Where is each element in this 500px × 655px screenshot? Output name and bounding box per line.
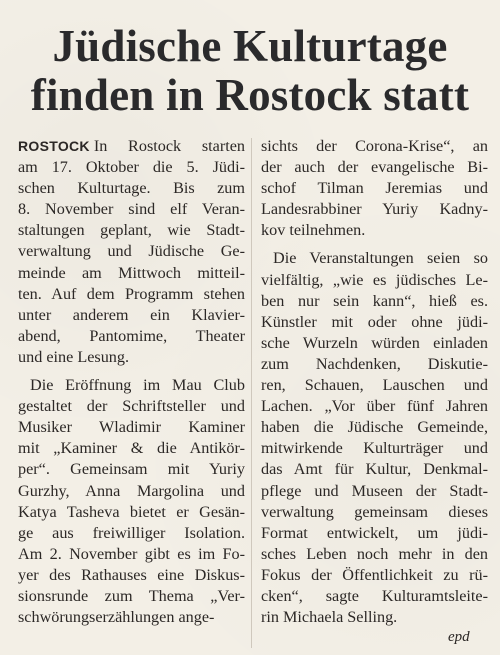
text-line: Format entwickelt, um jüdi- [261,523,488,542]
text-line: cken“, sagte Kulturamtsleite- [261,586,488,605]
text-line: am 17. Oktober die 5. Jüdi- [18,158,245,177]
text-line: haben die Jüdische Gemeinde, [261,418,488,437]
text-line: Landesrabbiner Yuriy Kadny- [261,200,488,219]
text-line: verwaltung und Jüdische Ge- [18,242,245,261]
article-headline [6,22,494,120]
text-line: Gurzhy, Anna Margolina und [18,481,245,500]
text-line: der auch der evangelische Bi- [261,158,488,177]
agency-credit: epd [448,629,470,645]
text-line: Lachen. „Vor über fünf Jahren [261,397,488,416]
text-line: sches Leben noch mehr in den [261,544,488,563]
text-line: mitwirkende Kulturträger und [261,439,488,458]
text-line: rin Michaela Selling. [261,608,398,627]
text-line: Die Veranstaltungen seien so [273,249,488,268]
text-line: Fokus der Öffentlichkeit zu rü- [261,565,488,584]
article-paragraph [261,136,488,241]
text-line: unter anderem ein Klavier- [18,305,245,324]
text-line: abend, Pantomime, Theater [18,326,245,345]
text-line: ten. Auf dem Programm stehen [18,284,245,303]
text-line: Am 2. November gibt es im Fo- [18,544,245,563]
text-line: gestaltet der Schriftsteller und [18,397,245,416]
text-line: mit „Kaminer & die Antikör- [18,439,245,458]
text-line: schof Tilman Jeremias und [261,179,488,198]
text-line: Künstler mit oder ohne jüdi- [261,312,488,331]
text-line: yer des Rathauses eine Diskus- [18,565,245,584]
text-line: und eine Lesung. [18,347,130,366]
dateline: ROSTOCK [18,138,90,154]
text-line: sichts der Corona-Krise“, an [261,137,488,155]
text-line: Katya Tasheva bietet er Gesän- [18,502,245,521]
text-line: sche Wurzeln würden einladen [261,333,488,352]
text-line: Musiker Wladimir Kaminer [18,418,245,437]
text-line: kov teilnehmen. [261,221,366,240]
text-line: 8. November sind elf Veran- [18,200,245,219]
headline-line-1: Jüdische Kulturtage [52,21,448,71]
text-line: Die Eröffnung im Mau Club [30,376,245,395]
text-line: per“. Gemeinsam mit Yuriy [18,460,245,479]
text-line: pflege und Museen der Stadt- [261,481,488,500]
text-line: ren, Schauen, Lauschen und [261,376,488,395]
text-line [18,136,245,157]
article-column-right [261,136,488,635]
text-line: schen Kulturtage. Bis zum [18,179,245,198]
article-paragraph [18,136,245,368]
text-line: staltungen geplant, wie Stadt- [18,221,245,240]
text-line: meinde am Mittwoch mitteil- [18,263,245,282]
article-paragraph [261,248,488,628]
text-line: verwaltung gemeinsam dieses [261,502,488,521]
headline-line-2: finden in Rostock statt [30,70,470,120]
article-paragraph [18,375,245,628]
text-line-content: In Rostock starten [93,137,245,155]
text-line: sionsrunde zum Thema „Ver- [18,586,245,605]
text-line: das Amt für Kultur, Denkmal- [261,460,488,479]
column-divider [251,138,252,648]
text-line: vielfältig, „wie es jüdisches Le- [261,270,488,289]
text-line: zum Nachdenken, Diskutie- [261,354,488,373]
text-line: ge aus freiwilliger Isolation. [18,523,245,542]
article-column-left [18,136,245,635]
text-line: schwörungserzählungen ange- [18,608,215,627]
text-line: ben nur sein kann“, hieß es. [261,291,488,310]
